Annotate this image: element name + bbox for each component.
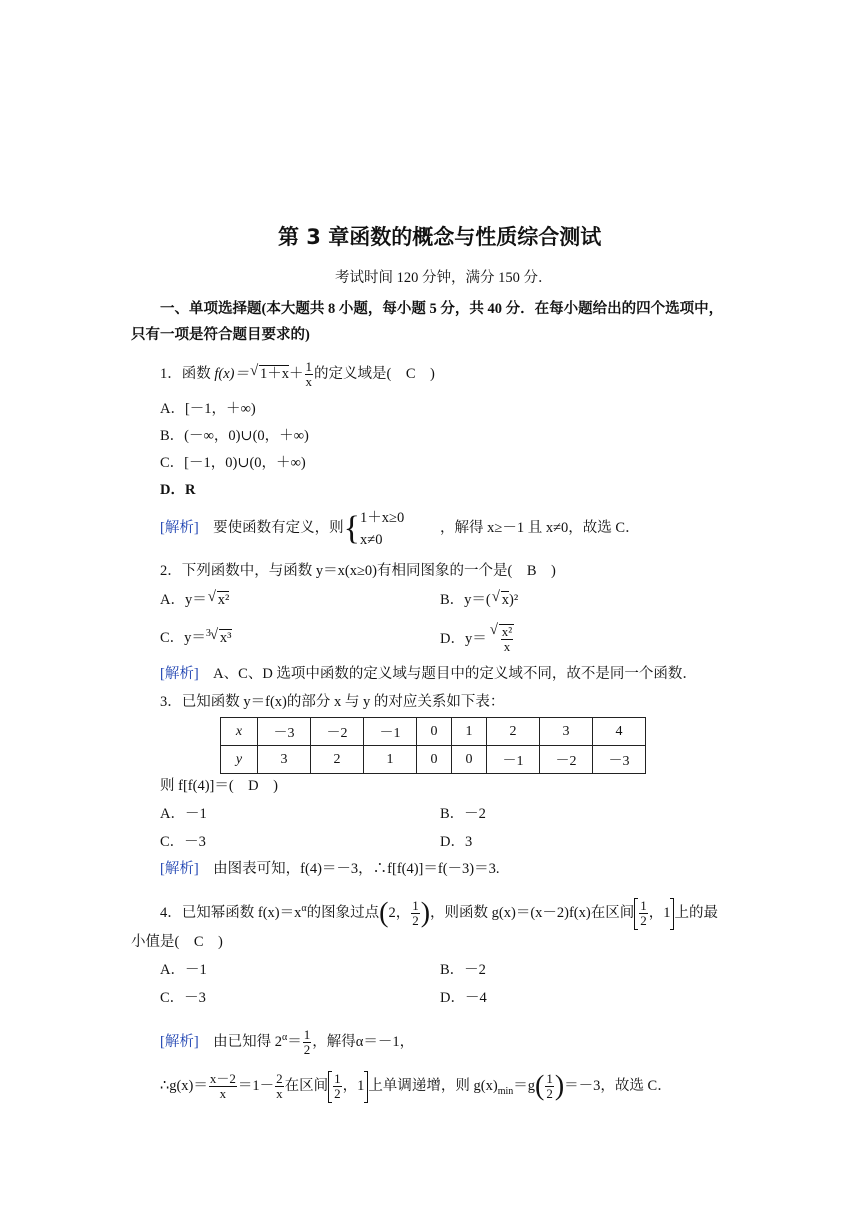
question-1-stem	[160, 360, 435, 389]
q1-frac-num: 1	[305, 359, 312, 374]
table-cell	[221, 746, 258, 774]
q2-b-post: )²	[509, 592, 519, 608]
q2-c-pre: C．y＝	[160, 629, 206, 646]
q1-analysis	[160, 506, 640, 551]
q3-ask: 则 f[f(4)]＝( D )	[160, 778, 278, 794]
q1-option-c: C．[－1，0)∪(0，＋∞)	[160, 455, 306, 471]
q2-c-index: 3	[205, 628, 211, 639]
q2-analysis-text: A、C、D 选项中函数的定义域与题目中的定义域不同，故不是同一个函数．	[198, 666, 697, 682]
table-row	[221, 746, 646, 774]
table-cell: －2	[311, 718, 364, 746]
table-cell: 2	[311, 746, 364, 774]
q4-a2-frac2	[275, 1072, 284, 1101]
q4-point-y	[411, 899, 420, 928]
cell-x-label: x	[235, 723, 243, 739]
q2-b-radicand: x	[501, 592, 509, 608]
q4-a1-post: ，解得α＝－1，	[312, 1033, 415, 1050]
q3-option-c: C．－3	[160, 834, 206, 850]
q4-pt-den: 2	[412, 913, 419, 928]
q1-suffix: 的定义域是( C )	[314, 365, 435, 382]
sqrt-symbol	[499, 624, 514, 654]
q4-a1-den: 2	[303, 1042, 311, 1057]
sqrt-symbol	[259, 365, 289, 382]
q4-a2-in: 1	[334, 1071, 341, 1087]
analysis-tag: [解析]	[160, 666, 199, 682]
q4-a2-interval	[333, 1072, 342, 1101]
q1-prefix: 1．函数	[160, 365, 215, 382]
q4-a2-pre: ∴g(x)＝	[160, 1078, 208, 1094]
paren-right: )	[554, 1070, 565, 1102]
table-cell: 0	[452, 746, 487, 774]
section-heading: 一、单项选择题(本大题共 8 小题，每小题 5 分，共 40 分．在每小题给出的四个选项中，	[160, 301, 724, 317]
sqrt-symbol	[501, 591, 509, 608]
q4-int-den: 2	[640, 913, 647, 928]
q4-a2-min: min	[497, 1085, 514, 1097]
table-cell: 1	[452, 718, 487, 746]
q4-a2-n1: x－2	[209, 1071, 236, 1087]
analysis-tag: [解析]	[160, 1033, 199, 1050]
q4-a2-mid3: 上单调递增，则 g(x)	[368, 1078, 498, 1094]
q4-interval-b: ，1	[648, 904, 671, 921]
q1-analysis-post: ，解得 x≥－1 且 x≠0，故选 C．	[440, 520, 640, 536]
q3-analysis-text: 由图表可知，f(4)＝－3，∴f[f(4)]＝f(－3)＝3.	[198, 861, 500, 877]
q2-option-a	[160, 590, 229, 610]
q4-a2-post: ＝－3，故选 C．	[564, 1078, 672, 1094]
q4-a2-d1: x	[219, 1086, 227, 1102]
q4-analysis-line1	[160, 1021, 414, 1059]
q1-cond-2: x≠0	[360, 531, 383, 548]
sqrt-symbol	[219, 629, 232, 646]
bracket-left	[634, 898, 638, 930]
table-cell: －1	[364, 718, 417, 746]
q4-option-d: D．－4	[440, 990, 487, 1006]
paren-right: )	[420, 897, 431, 929]
q4-a2-ib: ，1	[342, 1078, 365, 1094]
exam-info: 考试时间 120 分钟，满分 150 分．	[335, 270, 553, 286]
q4-a2-frac1	[209, 1072, 237, 1101]
q4-alpha: α	[301, 903, 307, 914]
table-row	[221, 718, 646, 746]
q4-a1-pre: 由已知得 2	[198, 1033, 283, 1050]
q3-option-a: A．－1	[160, 806, 207, 822]
analysis-tag: [解析]	[160, 861, 199, 877]
q2-option-c	[160, 624, 232, 648]
table-cell: 3	[540, 718, 593, 746]
q4-interval-a	[639, 899, 648, 928]
page-title: 第 3 章函数的概念与性质综合测试	[278, 225, 602, 249]
q3-analysis	[160, 859, 500, 879]
q4-a2-id: 2	[334, 1086, 341, 1102]
q4-int-num: 1	[640, 898, 647, 913]
table-cell: 3	[258, 746, 311, 774]
q1-radicand: 1＋x	[260, 365, 289, 382]
q4-stem-line2: 小值是( C )	[131, 934, 223, 950]
q2-a-pre: A．y＝	[160, 592, 207, 608]
q4-stem-mid: 的图象过点	[306, 904, 380, 921]
q1-cond-1: 1＋x≥0	[360, 509, 405, 526]
q4-option-c: C．－3	[160, 990, 206, 1006]
q4-option-b: B．－2	[440, 962, 486, 978]
sqrt-symbol	[217, 591, 230, 608]
table-cell: 0	[417, 746, 452, 774]
xy-table	[220, 717, 646, 774]
q3-option-b: B．－2	[440, 806, 486, 822]
q4-a2-gd: 2	[546, 1086, 553, 1102]
q2-d-num: √ x²	[501, 624, 513, 639]
q4-stem-post: 上的最	[674, 904, 718, 921]
q4-a2-mid: ＝1－	[237, 1078, 275, 1094]
cell-y-label: y	[235, 751, 243, 767]
q3-option-d: D．3	[440, 834, 473, 850]
q2-d-den: x	[503, 639, 511, 654]
q2-d-pre: D．y＝	[440, 630, 487, 647]
q4-a2-mid2: 在区间	[284, 1078, 329, 1094]
table-cell	[221, 718, 258, 746]
q4-point-x: 2，	[388, 904, 411, 921]
table-cell: －2	[540, 746, 593, 774]
q2-c-radicand: x³	[219, 629, 232, 646]
q4-analysis-line2	[160, 1068, 672, 1110]
question-2-stem: 2．下列函数中，与函数 y＝x(x≥0)有相同图象的一个是( B )	[160, 563, 556, 579]
q1-function: f(x)＝	[214, 365, 249, 382]
section-heading-cont: 只有一项是符合题目要求的)	[131, 327, 310, 343]
q4-a1-fraction	[303, 1028, 312, 1057]
question-3-stem: 3．已知函数 y＝f(x)的部分 x 与 y 的对应关系如下表：	[160, 694, 505, 710]
q2-b-pre: B．y＝(	[440, 592, 491, 608]
table-cell: 2	[487, 718, 540, 746]
q4-a2-gfrac	[545, 1072, 554, 1101]
q1-frac-den: x	[305, 374, 312, 389]
q2-a-radicand: x²	[217, 592, 230, 608]
q4-a2-d2: x	[276, 1086, 283, 1102]
paren-left: (	[535, 1070, 545, 1102]
q4-option-a: A．－1	[160, 962, 207, 978]
q1-option-b: B．(－∞，0)∪(0，＋∞)	[160, 428, 309, 444]
q1-option-d: D．R	[160, 482, 196, 498]
q4-a1-alpha: α	[282, 1032, 288, 1043]
table-cell: －3	[593, 746, 646, 774]
q4-a1-eq: ＝	[287, 1033, 302, 1050]
q1-plus: ＋	[289, 365, 304, 382]
q2-d-fraction	[501, 625, 513, 654]
table-cell: 0	[417, 718, 452, 746]
q4-a2-n2: 2	[276, 1071, 283, 1087]
table-cell: －1	[487, 746, 540, 774]
q2-option-d	[440, 624, 514, 654]
q4-pt-num: 1	[412, 898, 419, 913]
q1-analysis-pre: 要使函数有定义，则	[198, 520, 344, 536]
q1-conditions	[360, 507, 440, 551]
q4-a1-num: 1	[303, 1027, 311, 1042]
paren-left: (	[379, 897, 389, 929]
q4-stem-mid2: ，则函数 g(x)＝(x－2)f(x)在区间	[430, 904, 635, 921]
q4-a2-gn: 1	[546, 1071, 553, 1087]
bracket-left	[328, 1071, 332, 1103]
table-cell: 1	[364, 746, 417, 774]
analysis-tag: [解析]	[160, 520, 199, 536]
table-cell: －3	[258, 718, 311, 746]
q1-fraction	[305, 360, 314, 389]
question-4-stem	[160, 891, 718, 931]
q2-analysis	[160, 664, 697, 684]
q4-a2-mid4: ＝g	[513, 1078, 536, 1094]
table-cell: 4	[593, 718, 646, 746]
q2-option-b	[440, 590, 518, 610]
brace-symbol: {	[343, 509, 360, 547]
q4-stem-pre: 4．已知幂函数 f(x)＝x	[160, 904, 302, 921]
q1-option-a: A．[－1，＋∞)	[160, 401, 256, 417]
